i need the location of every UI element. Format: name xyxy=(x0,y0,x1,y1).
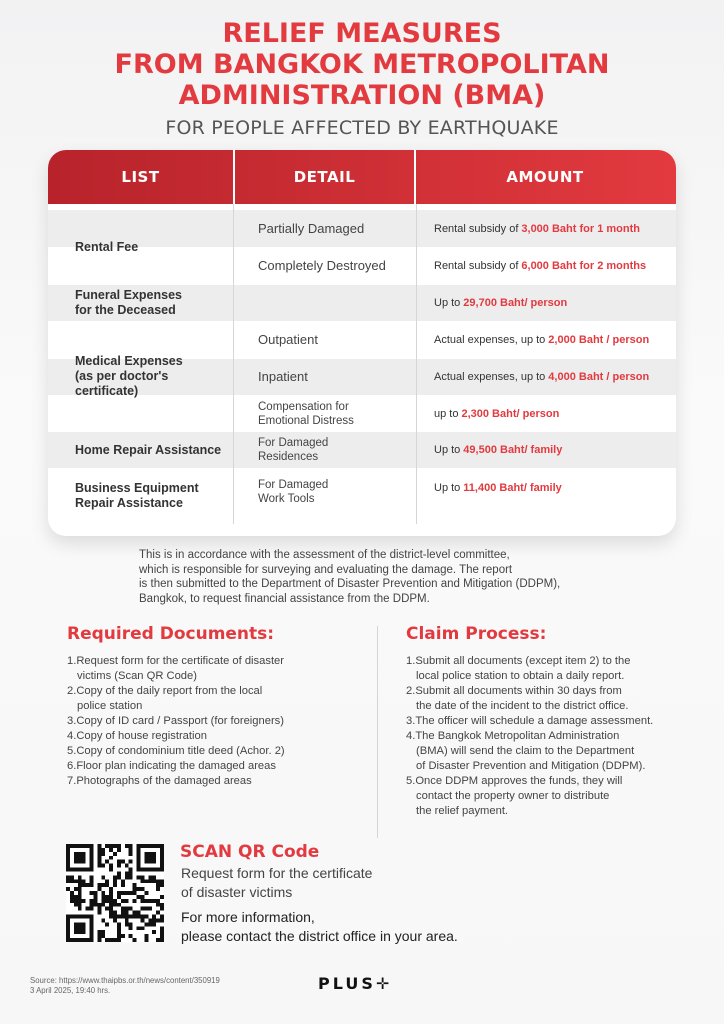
source-citation xyxy=(30,976,220,996)
detail-damaged-residences xyxy=(258,432,433,468)
category-funeral xyxy=(75,285,235,321)
title-line-3: ADMINISTRATION (BMA) xyxy=(178,80,546,111)
note-line: This is in accordance with the assessment of the district-level committee, xyxy=(139,549,510,561)
amount-prefix: Up to xyxy=(434,297,461,309)
list-item: victims (Scan QR Code) xyxy=(77,670,197,682)
required-documents-list xyxy=(67,654,367,789)
list-item: 4.Copy of house registration xyxy=(67,730,207,742)
category-rental-fee: Rental Fee xyxy=(75,239,139,254)
title-line-1: RELIEF MEASURES xyxy=(222,18,502,49)
page-subtitle: FOR PEOPLE AFFECTED BY EARTHQUAKE xyxy=(165,117,559,139)
plus-mark-icon: ✛ xyxy=(375,974,390,993)
detail-completely-destroyed: Completely Destroyed xyxy=(258,258,386,273)
detail-line: Work Tools xyxy=(258,493,315,505)
qr-description xyxy=(181,864,441,902)
contact-line: please contact the district office in your area. xyxy=(181,928,458,944)
amount-prefix: Up to xyxy=(434,482,461,494)
category-line: Funeral Expenses xyxy=(75,288,182,302)
list-item: (BMA) will send the claim to the Department xyxy=(416,745,635,757)
category-home-repair: Home Repair Assistance xyxy=(75,442,222,457)
amount-value: 2,000 Baht / person xyxy=(548,334,650,346)
amount-value: 49,500 Baht/ family xyxy=(463,444,563,456)
amount-value: 4,000 Baht / person xyxy=(548,371,650,383)
source-date: 3 April 2025, 19:40 hrs. xyxy=(30,986,111,995)
contact-info xyxy=(181,908,521,946)
logo-text: PLUS xyxy=(318,974,376,993)
list-item: 4.The Bangkok Metropolitan Administration xyxy=(406,730,620,742)
detail-line: Compensation for xyxy=(258,400,349,413)
detail-inpatient: Inpatient xyxy=(258,369,308,384)
detail-line: For Damaged xyxy=(258,479,329,491)
note-line: is then submitted to the Department of Disaster Prevention and Mitigation (DDPM), xyxy=(139,578,561,590)
header-detail: DETAIL xyxy=(233,150,416,204)
list-item: the relief payment. xyxy=(416,805,509,817)
list-item: of Disaster Prevention and Mitigation (DDPM). xyxy=(416,760,646,772)
note-line: Bangkok, to request financial assistance from the DDPM. xyxy=(139,592,430,605)
amount-prefix: Actual expenses, up to xyxy=(434,334,546,346)
amount-value: 3,000 Baht for 1 month xyxy=(521,222,640,235)
table-header xyxy=(48,150,676,204)
amount-outpatient xyxy=(434,321,674,359)
detail-partially-damaged: Partially Damaged xyxy=(258,220,365,236)
category-line: Business Equipment xyxy=(75,481,199,495)
list-item: local police station to obtain a daily report. xyxy=(416,670,625,682)
page-title xyxy=(0,18,724,111)
list-item: 5.Copy of condominium title deed (Achor. 2) xyxy=(67,745,285,757)
amount-home-repair xyxy=(434,432,674,468)
amount-prefix: Rental subsidy of xyxy=(434,222,519,235)
claim-process-title: Claim Process: xyxy=(406,624,547,644)
amount-funeral xyxy=(434,285,674,321)
amount-value: 29,700 Baht/ person xyxy=(463,297,568,309)
source-url: Source: https://www.thaipbs.or.th/news/content/350919 xyxy=(30,976,220,985)
amount-business-equipment xyxy=(434,470,674,506)
section-divider xyxy=(377,626,378,838)
category-line: (as per doctor's xyxy=(75,368,169,383)
category-line: for the Deceased xyxy=(75,303,176,317)
category-business-equipment xyxy=(75,470,235,522)
title-line-2: FROM BANGKOK METROPOLITAN xyxy=(114,49,610,80)
list-item: the date of the incident to the district office. xyxy=(416,700,629,712)
relief-table xyxy=(48,150,676,536)
amount-prefix: up to xyxy=(434,407,459,420)
detail-line: For Damaged xyxy=(258,437,329,449)
list-item: police station xyxy=(77,700,143,712)
amount-prefix: Actual expenses, up to xyxy=(434,371,546,383)
plus-logo xyxy=(318,974,389,993)
category-line: Medical Expenses xyxy=(75,353,183,368)
qr-desc-line: of disaster victims xyxy=(181,884,293,900)
category-line: certificate) xyxy=(75,383,139,398)
amount-prefix: Up to xyxy=(434,444,461,456)
header-amount: AMOUNT xyxy=(506,168,584,186)
amount-prefix: Rental subsidy of xyxy=(434,260,519,272)
list-item: contact the property owner to distribute xyxy=(416,790,610,802)
note-line: which is responsible for surveying and evaluating the damage. The report xyxy=(139,563,513,576)
amount-value: 2,300 Baht/ person xyxy=(461,407,560,420)
amount-partially-damaged xyxy=(434,210,674,247)
list-item: 1.Submit all documents (except item 2) to the xyxy=(406,655,631,667)
list-item: 5.Once DDPM approves the funds, they will xyxy=(406,775,623,787)
list-item: 1.Request form for the certificate of disaster xyxy=(67,655,285,667)
detail-outpatient: Outpatient xyxy=(258,332,318,347)
list-item: 2.Submit all documents within 30 days from xyxy=(406,685,622,697)
list-item: 7.Photographs of the damaged areas xyxy=(67,775,252,787)
detail-line: Residences xyxy=(258,451,319,463)
assessment-note xyxy=(139,548,699,606)
detail-line: Emotional Distress xyxy=(258,414,354,427)
contact-line: For more information, xyxy=(181,909,315,925)
qr-desc-line: Request form for the certificate xyxy=(181,865,373,881)
category-medical xyxy=(75,321,235,431)
qr-code-icon[interactable] xyxy=(66,844,164,942)
list-item: 6.Floor plan indicating the damaged areas xyxy=(67,760,276,772)
list-item: 3.The officer will schedule a damage assessment. xyxy=(406,715,654,727)
claim-process-list xyxy=(406,654,706,819)
detail-work-tools xyxy=(258,474,433,510)
list-item: 2.Copy of the daily report from the local xyxy=(67,685,263,697)
amount-inpatient xyxy=(434,359,674,395)
required-documents-title: Required Documents: xyxy=(67,624,275,644)
list-item: 3.Copy of ID card / Passport (for foreigners) xyxy=(67,715,284,727)
header-list: LIST xyxy=(121,168,160,186)
amount-emotional-distress xyxy=(434,395,674,432)
detail-emotional-distress xyxy=(258,395,433,432)
amount-value: 11,400 Baht/ family xyxy=(463,482,562,494)
amount-completely-destroyed xyxy=(434,247,674,285)
qr-title: SCAN QR Code xyxy=(180,842,320,862)
category-line: Repair Assistance xyxy=(75,496,183,510)
amount-value: 6,000 Baht for 2 months xyxy=(521,260,647,272)
